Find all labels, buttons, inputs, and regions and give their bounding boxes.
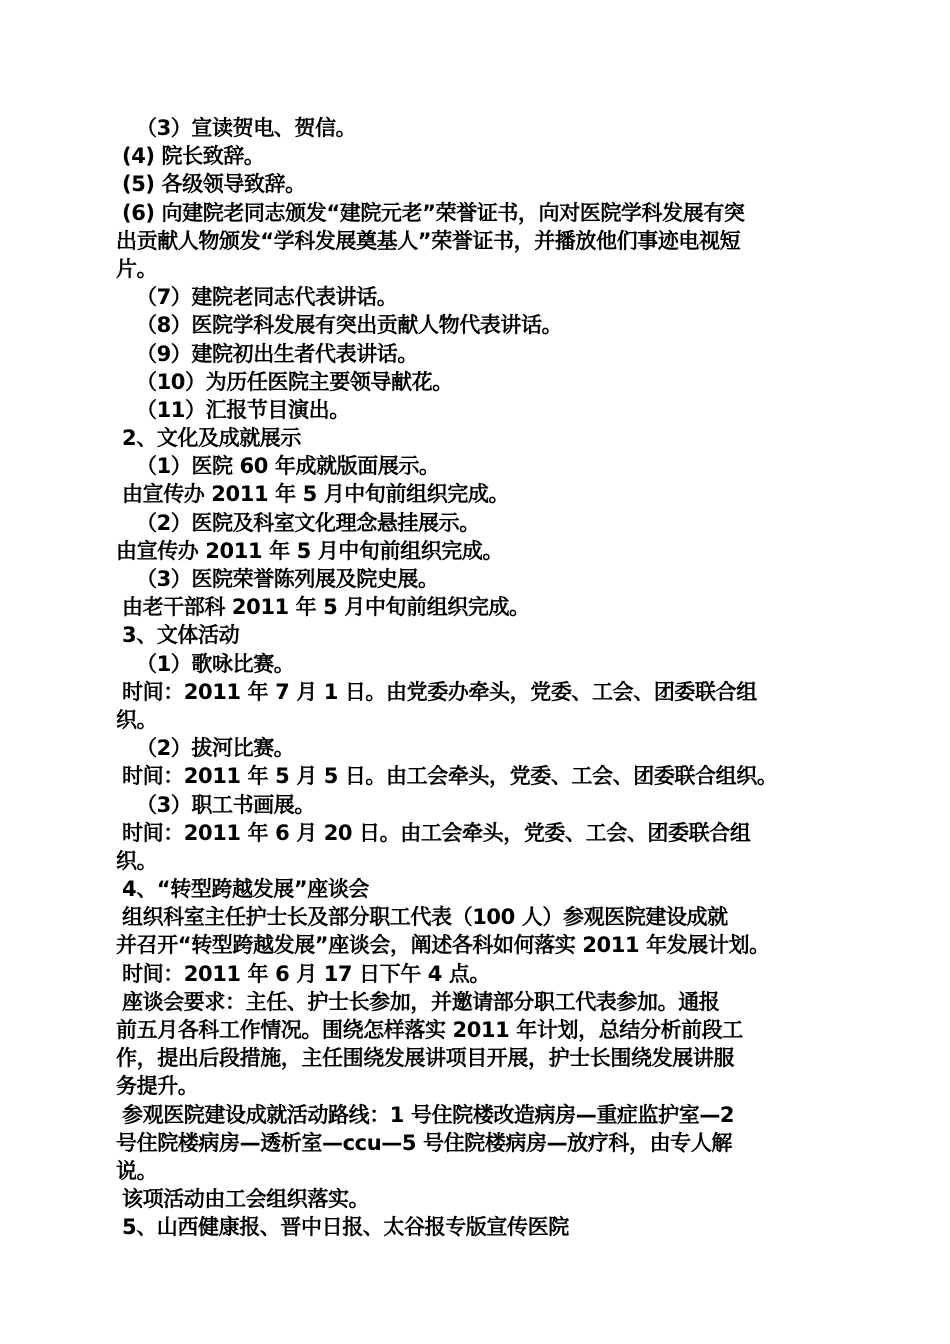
text-line: 说。 <box>116 1158 158 1183</box>
text-line: （11）汇报节目演出。 <box>136 397 350 422</box>
text-line: (5) 各级领导致辞。 <box>122 172 306 197</box>
text-line: 由宣传办 2011 年 5 月中旬前组织完成。 <box>122 482 510 507</box>
text-line: 前五月各科工作情况。围绕怎样落实 2011 年计划，总结分析前段工 <box>116 1018 743 1042</box>
text-line: （10）为历任医院主要领导献花。 <box>136 369 453 394</box>
text-line: （8）医院学科发展有突出贡献人物代表讲话。 <box>136 313 563 338</box>
text-line: 织。 <box>116 848 158 873</box>
text-line: （1）歌咏比赛。 <box>136 651 295 676</box>
text-line: （9）建院初出生者代表讲话。 <box>136 341 419 366</box>
text-line: 务提升。 <box>116 1074 199 1099</box>
text-line: 时间：2011 年 5 月 5 日。由工会牵头，党委、工会、团委联合组织。 <box>122 764 778 789</box>
text-line: 组织科室主任护士长及部分职工代表（100 人）参观医院建设成就 <box>122 905 728 930</box>
text-line: （7）建院老同志代表讲话。 <box>136 285 398 310</box>
text-line: 织。 <box>116 707 158 732</box>
text-line: 作，提出后段措施，主任围绕发展讲项目开展，护士长围绕发展讲服 <box>116 1046 734 1071</box>
text-line: (6) 向建院老同志颁发“建院元老”荣誉证书，向对医院学科发展有突 <box>122 200 745 225</box>
text-line: 时间：2011 年 7 月 1 日。由党委办牵头，党委、工会、团委联合组 <box>122 679 757 704</box>
text-line: 由宣传办 2011 年 5 月中旬前组织完成。 <box>116 538 504 563</box>
text-line: （3）医院荣誉陈列展及院史展。 <box>136 567 439 591</box>
text-line: 并召开“转型跨越发展”座谈会，阐述各科如何落实 2011 年发展计划。 <box>116 933 770 958</box>
document-body <box>116 114 846 1242</box>
text-line: 片。 <box>116 256 158 281</box>
text-line: 4、“转型跨越发展”座谈会 <box>122 877 370 902</box>
text-line: 号住院楼病房—透析室—ccu—5 号住院楼病房—放疗科，由专人解 <box>116 1130 732 1155</box>
text-line: （2）医院及科室文化理念悬挂展示。 <box>136 510 480 535</box>
text-line: 参观医院建设成就活动路线：1 号住院楼改造病房—重症监护室—2 <box>122 1102 735 1127</box>
text-line: 由老干部科 2011 年 5 月中旬前组织完成。 <box>122 595 530 620</box>
text-line: （3）宣读贺电、贺信。 <box>136 116 357 140</box>
text-line: 时间：2011 年 6 月 20 日。由工会牵头，党委、工会、团委联合组 <box>122 820 751 845</box>
text-line: （1）医院 60 年成就版面展示。 <box>136 454 440 479</box>
text-line: （3）职工书画展。 <box>136 792 316 817</box>
text-line: 2、文化及成就展示 <box>122 426 302 451</box>
text-line: 出贡献人物颁发“学科发展奠基人”荣誉证书，并播放他们事迹电视短 <box>116 228 741 253</box>
text-line: 该项活动由工会组织落实。 <box>122 1187 370 1212</box>
text-line: 3、文体活动 <box>122 623 240 648</box>
text-line: 时间：2011 年 6 月 17 日下午 4 点。 <box>122 961 491 986</box>
text-line: （2）拔河比赛。 <box>136 736 295 761</box>
text-line: 座谈会要求：主任、护士长参加，并邀请部分职工代表参加。通报 <box>122 989 720 1014</box>
text-line: 5、山西健康报、晋中日报、太谷报专版宣传医院 <box>122 1215 569 1240</box>
text-line: (4) 院长致辞。 <box>122 144 265 169</box>
